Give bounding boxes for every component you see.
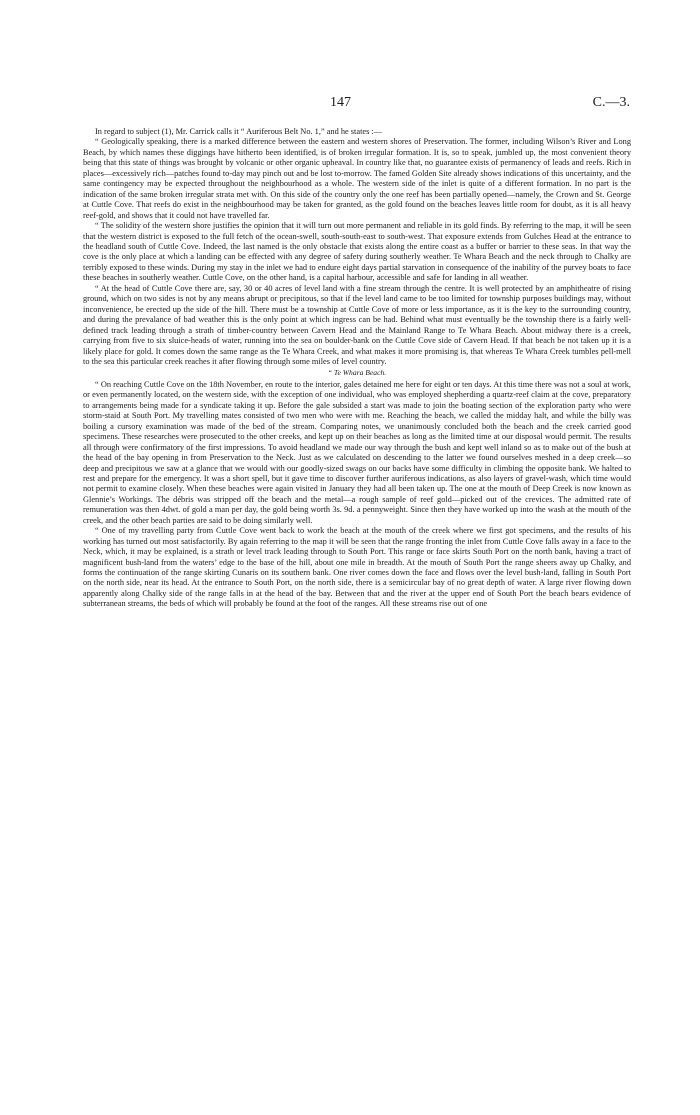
paragraph-te-whara: “ On reaching Cuttle Cove on the 18th November, en route to the interior, gales detained me here for eight or ten days. At this time there was not a soul at work, or even permanently located, on the western side, with the exception of one individual, who was employed shepherding a quartz-reef claim at the cove, preparatory to arrangements being made for a syndicate taking it up. Before the gale subsided a start was made to join the boating section of the exploration party who were storm-staid at South Port. My travelling mates consisted of two men who were with me. Reaching the beach, we called the midday halt, and while the billy was boiling a cursory examination was made of the bed of the stream. Comparing notes, we unanimously concluded both the beach and the creek carried good specimens. These researches were prosecuted to the other creeks, and kept up on their beaches as long as the limited time at our disposal would permit. The results all through were confirmatory of the first impressions. To avoid headland we made our way through the bush and kept well inland so as to make out of the bush at the head of the bay opening in from Preservation to the Neck. Just as we calculated on descending to the latter we found ourselves meshed in a deep creek—so deep and precipitous we saw at a glance that we would with our goodly-sized swags on our backs have some difficulty in climbing the opposite bank. We halted to rest and prepare for the emergency. It was a short spell, but it gave time to discover further auriferous indications, as also layers of gravel-wash, which time would not permit to examine closely. When these beaches were again visited in January they had all been taken up. The one at the mouth of Deep Creek is now known as Glennie’s Workings. The débris was stripped off the beach and the metal—a rough sample of reef gold—picked out of the crevices. The admitted rate of remuneration was then 4dwt. of gold a man per day, the gold being worth 3s. 9d. a pennyweight. Since then they have worked up into the wash at the mouth of the creek, and the other beach parties are said to be doing similarly well. <box>83 379 631 525</box>
paragraph-western-shore: “ The solidity of the western shore justifies the opinion that it will turn out more permanent and reliable in its gold finds. By referring to the map, it will be seen that the western district is exposed to the full fetch of the ocean-swell, south-south-east to south-west. That exposure extends from Gulches Head at the entrance to the headland south of Cuttle Cove. Indeed, the last named is the only obstacle that exists along the entire coast as a buffer or barrier to these seas. In that way the cove is the only place at which a landing can be effected with any degree of safety during southerly weather. Te Whara Beach and the neck through to Chalky are terribly exposed to these winds. During my stay in the inlet we had to endure eight days partial starvation in consequence of the inability of the purvey boats to face these beaches in southerly weather. Cuttle Cove, on the other hand, is a capital harbour, accessible and safe for landing in all weather. <box>83 221 631 283</box>
intro-paragraph: In regard to subject (1), Mr. Carrick calls it “ Auriferous Belt No. 1,” and he states :— <box>95 127 383 136</box>
page-header <box>80 95 630 115</box>
section-heading: “ Te Whara Beach. <box>327 368 387 378</box>
paragraph-geology: “ Geologically speaking, there is a marked difference between the eastern and western shores of Preservation. The former, including Wilson’s River and Long Beach, by which names these diggings have hitherto been identified, is of broken irregular formation. It is, so to speak, jumbled up, the most convenient theory being that this state of things was brought by volcanic or other organic upheaval. In country like that, no guarantee exists of permanency of leads and reefs. Rich in places—excessively rich—patches found to-day may pinch out and be lost to-morrow. The famed Golden Site already shows indications of this uncertainty, and the same contingency may be expected throughout the neighbourhood as a whole. The western side of the inlet is quite of a different formation. In no part is the indication of the same broken irregular strata met with. On this side of the country only the one reef has been partially opened—namely, the Crown and St. George at Cuttle Cove. That reefs do exist in the neighbourhood may be taken for granted, as the gold found on the beaches leaves little room for doubt, as it is all heavy reef-gold, and shows that it could not have travelled far. <box>83 137 631 220</box>
paragraph-travelling-party: “ One of my travelling party from Cuttle Cove went back to work the beach at the mouth of the creek where we first got specimens, and the results of his working has turned out most satisfactorily. By again referring to the map it will be seen that the range fronting the inlet from Cuttle Cove falls away in a face to the Neck, which, it may be explained, is a strath or level track leading through to South Port. This range or face skirts South Port on the north bank, having a tract of magnificent bush-land from the waters’ edge to the base of the hill, about one mile in breadth. At the mouth of South Port the range sheers away up Chalky, and forms the continuation of the range skirting Cunaris on its southern bank. One river comes down the face and flows over the level bush-land, falling in South Port on the north side, near its head. At the entrance to South Port, on the north side, there is a semicircular bay of no great depth of water. A large river flowing down apparently along Chalky side of the range falls in at the head of the bay. Between that and the river at the upper end of South Port the beach bears evidence of subterranean streams, the beds of which will probably be found at the foot of the ranges. All these streams rise out of one <box>83 526 631 609</box>
body-text <box>83 127 631 610</box>
page-number: 147 <box>330 95 351 110</box>
document-reference: C.—3. <box>592 95 630 110</box>
paragraph-cuttle-cove: “ At the head of Cuttle Cove there are, say, 30 or 40 acres of level land with a fine stream through the centre. It is well protected by an amphitheatre of rising ground, which on two sides is not by any means abrupt or precipitous, so that if the level land came to be too limited for township purposes buildings may, without inconvenience, be erected up the side of the hill. There must be a township at Cuttle Cove of more or less importance, as it is the key to the surrounding country, and during the prevalance of bad weather this is the only point at which ingress can be had. Behind what must eventually be the township there is a fairly well-defined track leading through a strath of timber-country between Cavern Head and the Mainland Range to Te Whara Beach. About midway there is a creek, carrying from five to six sluice-heads of water, running into the sea on boulder-bank on the Cuttle Cove side of Cavern Head. If that beach be not taken up it is a likely place for gold. It comes down the same range as the Te Whara Creek, and what makes it more promising is, that whereas Te Whara Creek tumbles pell-mell to the sea this particular creek reaches it after flowing through some miles of level country. <box>83 283 631 366</box>
